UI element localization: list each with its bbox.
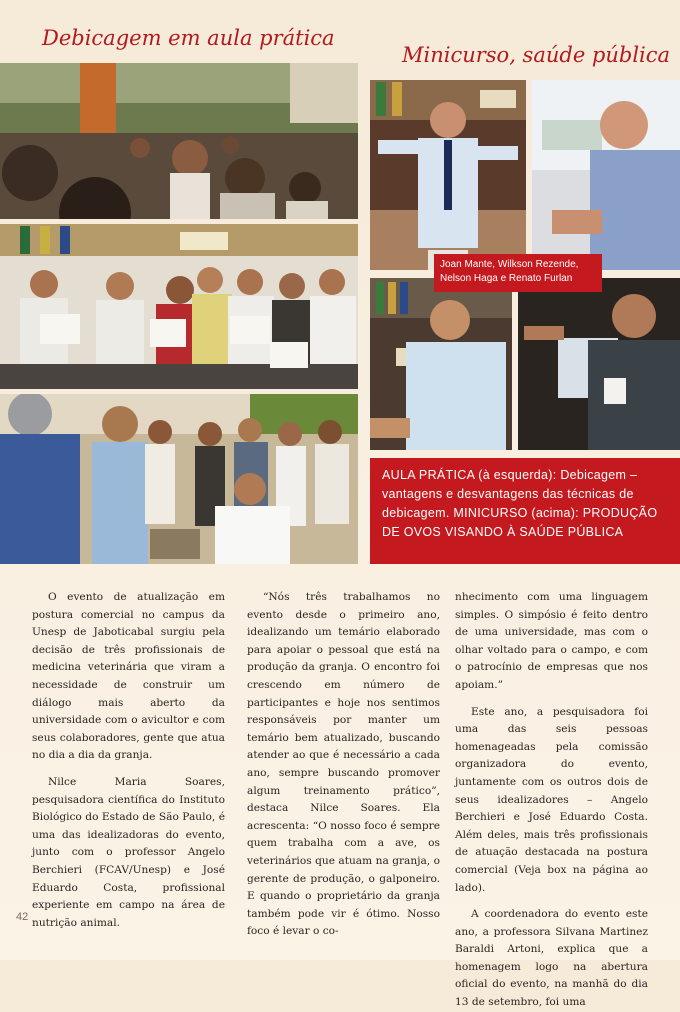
right-section-heading: Minicurso, saúde pública [402,43,671,67]
speaker-wilkson-rezende-photo [532,80,680,270]
practical-class-photo [0,394,358,564]
page-number: 42 [16,911,29,923]
award-ceremony-photo [0,224,358,389]
col3-paragraph-3: A coordenadora do evento este ano, a professora Silvana Martinez Baraldi Artoni, explica que a homenagem logo na abertura oficial do evento, na manhã do dia 13 de setembro, foi uma [455,908,648,1009]
speakers-names-caption [434,254,602,292]
speaker-renato-furlan-photo [518,278,680,450]
col2-paragraph-1: “Nós três trabalhamos no evento desde o primeiro ano, idealizando um temário elaborado para apoiar o pessoal que está na produção da granja. O encontro foi crescendo em número de participantes e hoje nos sentimos responsáveis por manter um temário bem atualizado, buscando atender ao que é necessário a cada ano, sempre buscando promover algum treinamento prático”, destaca Nilce Soares. Ela acrescenta: “O nosso foco é sempre quem trabalha com a ave, os veterinários que atuam na granja, o gerente de produção, o galponeiro. E quando o proprietário da granja também pode vir é ótimo. Nosso foco é levar o co- [247,591,440,938]
article-column-1 [32,589,225,932]
left-section-heading: Debicagem em aula prática [42,26,335,50]
names-line-2: Nelson Haga e Renato Furlan [440,273,573,284]
col3-paragraph-2: Este ano, a pesquisadora foi uma das seis pessoas homenageadas pela comissão organizadora do evento, juntamente com os outros dois de seus idealizadores – Angelo Berchieri e José Eduardo Costa. Além deles, mais três profissionais de atuação destacada na postura comercial (Veja box na página ao lado). [455,705,648,894]
names-line-1: Joan Mante, Wilkson Rezende, [440,259,579,270]
photo-caption-box: AULA PRÁTICA (à esquerda): Debicagem – vantagens e desvantagens das técnicas de debicagem. MINICURSO (acima): PRODUÇÃO DE OVOS VISANDO À SAÚDE PÚBLICA [370,458,680,564]
col1-paragraph-1: O evento de atualização em postura comercial no campus da Unesp de Jaboticabal surgiu pela decisão de três profissionais de medicina veterinária que viram a necessidade de construir um diálogo mais aberto da universidade com o avicultor e com seus colaboradores, gente que atua no dia a dia da granja. [32,591,225,762]
speaker-joan-mante-photo [370,80,526,270]
crowd-outdoor-photo [0,63,358,219]
article-column-2 [247,589,440,941]
col3-paragraph-1: nhecimento com uma linguagem simples. O simpósio é feito dentro de uma universidade, mas com o olhar voltado para o campo, e com o patrocínio de empresas que nos apoiam.” [455,591,648,691]
col1-paragraph-2: Nilce Maria Soares, pesquisadora científica do Instituto Biológico do Estado de São Paulo, é uma das idealizadoras do evento, junto com o professor Angelo Berchieri (FCAV/Unesp) e José Eduardo Costa, profissional experiente em campo na área de nutrição animal. [32,775,225,929]
speaker-nelson-haga-photo [370,278,512,450]
article-column-3 [455,589,648,1012]
